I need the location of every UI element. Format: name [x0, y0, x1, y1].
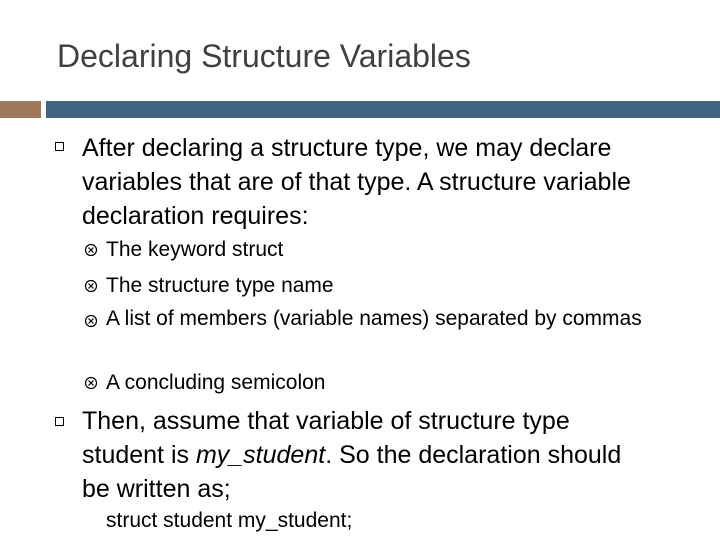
- sub-bullet-text: The keyword struct: [106, 238, 284, 261]
- square-bullet-icon: [55, 142, 64, 151]
- sub-bullet-text: The structure type name: [106, 274, 334, 297]
- circled-cross-icon: [84, 279, 98, 293]
- bullet-1-text: After declaring a structure type, we may declare variables that are of that type. A structure variable declaration requires:: [82, 134, 631, 230]
- circled-cross-icon: [84, 376, 98, 390]
- bullet-2-text: [82, 404, 642, 506]
- sub-bullet-text: A concluding semicolon: [106, 371, 326, 394]
- circled-cross-icon: [84, 314, 98, 328]
- bullet-2-text-part: . So the declaration should be written as;: [82, 441, 622, 503]
- title-rule-bar: [46, 101, 720, 118]
- slide-title: Declaring Structure Variables: [57, 38, 471, 74]
- sub-bullet-text: A list of members (variable names) separated by commas: [106, 307, 642, 330]
- accent-bar: [0, 101, 41, 118]
- code-declaration: struct student my_student;: [106, 509, 353, 532]
- bullet-2-text-part: Then, assume that variable of structure type student is: [82, 407, 570, 469]
- variable-name: my_student: [195, 441, 326, 469]
- square-bullet-icon: [55, 417, 64, 426]
- circled-cross-icon: [84, 243, 98, 257]
